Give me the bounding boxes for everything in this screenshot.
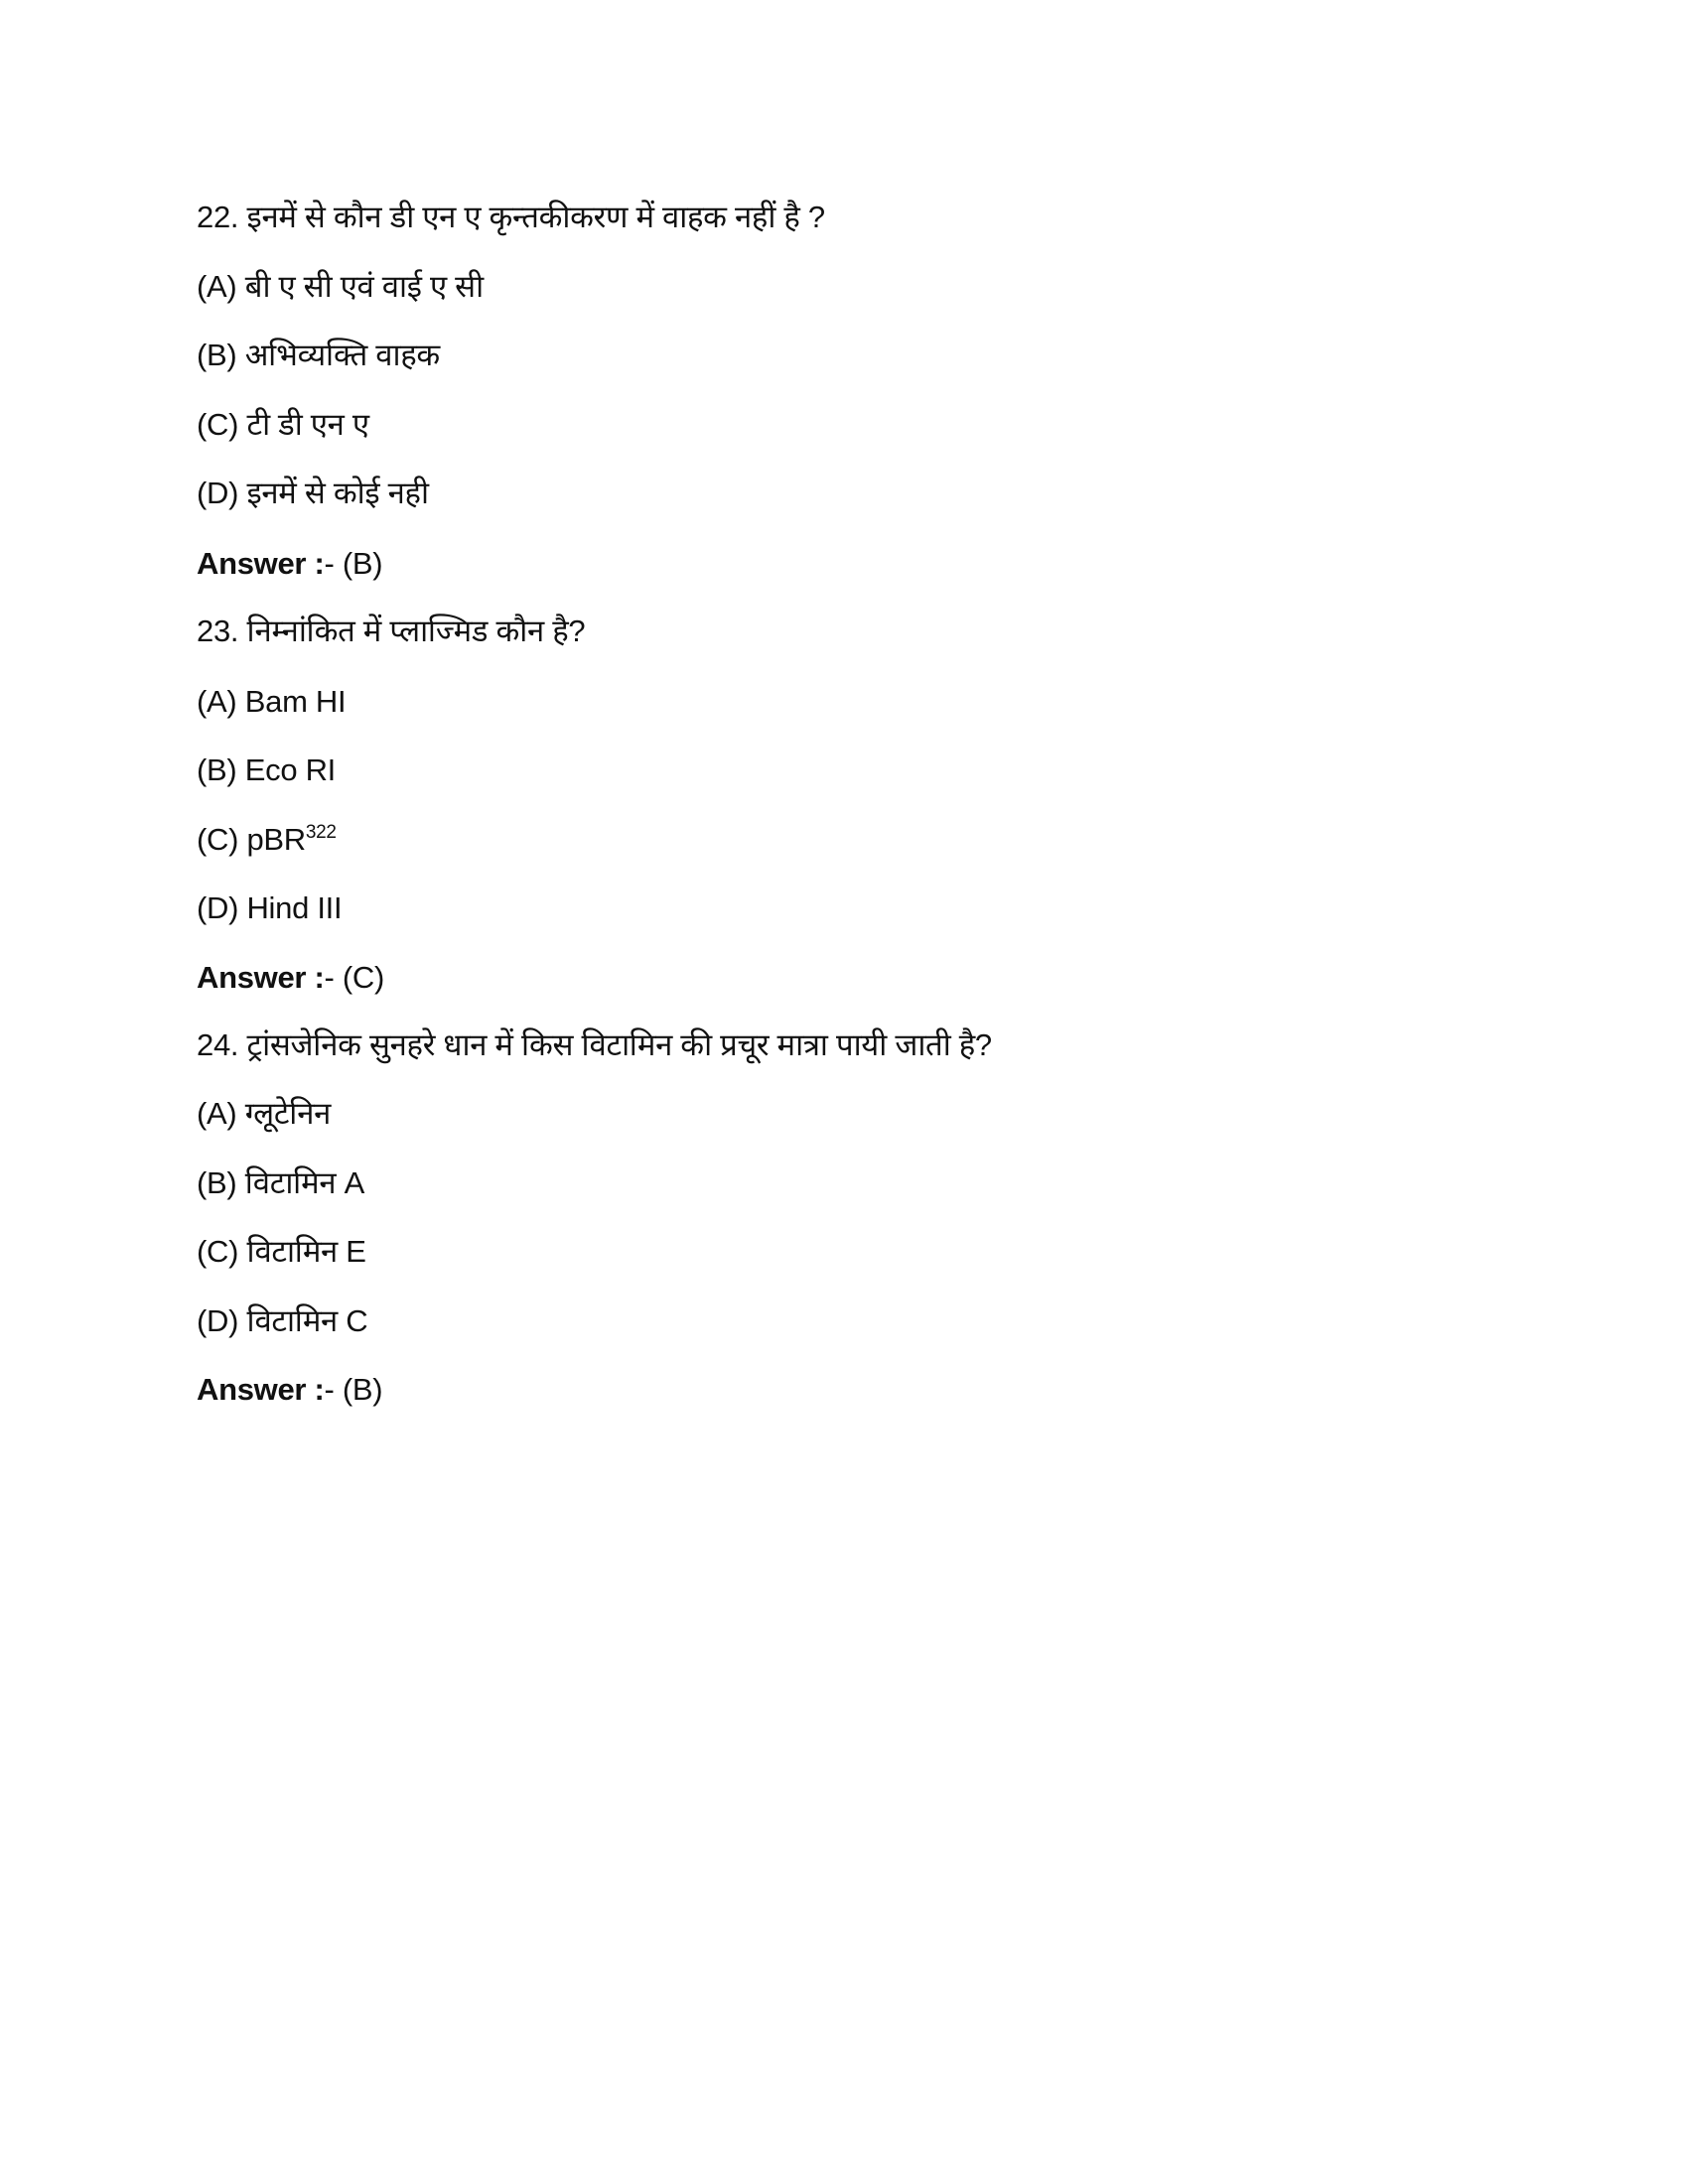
question-number: 22. xyxy=(197,200,239,234)
option-24-d xyxy=(197,1301,367,1341)
answer-value: - (C) xyxy=(324,960,385,995)
question-number: 23. xyxy=(197,614,239,648)
option-22-a xyxy=(197,267,484,307)
option-text: टी डी एन ए xyxy=(246,407,369,442)
question-number: 24. xyxy=(197,1027,239,1062)
option-text: विटामिन E xyxy=(246,1234,366,1269)
option-label: (B) xyxy=(197,752,237,787)
option-text: Hind III xyxy=(246,890,343,925)
option-23-c xyxy=(197,820,337,860)
option-23-a xyxy=(197,682,346,722)
answer-value: - (B) xyxy=(324,1372,383,1407)
question-22 xyxy=(197,198,825,237)
option-label: (A) xyxy=(197,684,237,719)
option-text: Eco RI xyxy=(244,752,336,787)
option-text: अभिव्यक्ति वाहक xyxy=(244,338,440,372)
option-label: (A) xyxy=(197,1096,237,1131)
option-label: (A) xyxy=(197,269,237,304)
option-label: (D) xyxy=(197,1303,239,1338)
option-22-b xyxy=(197,336,440,375)
question-text: निम्नांकित में प्लाज्मिड कौन है? xyxy=(246,614,586,648)
option-text: ग्लूटेनिन xyxy=(244,1096,332,1131)
answer-22 xyxy=(197,544,382,584)
option-24-c xyxy=(197,1232,366,1272)
option-23-b xyxy=(197,751,336,790)
option-22-d xyxy=(197,474,429,513)
option-label: (D) xyxy=(197,890,239,925)
option-text: विटामिन A xyxy=(244,1165,364,1200)
option-superscript: 322 xyxy=(305,822,337,843)
question-23 xyxy=(197,612,585,651)
option-text: इनमें से कोई नही xyxy=(246,476,429,510)
question-text: इनमें से कौन डी एन ए कृन्तकीकरण में वाहक नहीं है ? xyxy=(246,200,825,234)
option-24-a xyxy=(197,1094,331,1134)
answer-value: - (B) xyxy=(324,546,383,581)
option-label: (B) xyxy=(197,1165,237,1200)
option-label: (C) xyxy=(197,1234,239,1269)
option-label: (C) xyxy=(197,822,239,857)
option-label: (D) xyxy=(197,476,239,510)
question-text: ट्रांसजेनिक सुनहरे धान में किस विटामिन की प्रचूर मात्रा पायी जाती है? xyxy=(246,1027,992,1062)
option-text: Bam HI xyxy=(244,684,347,719)
answer-label: Answer : xyxy=(197,1372,325,1407)
option-text: विटामिन C xyxy=(246,1303,368,1338)
option-text: बी ए सी एवं वाई ए सी xyxy=(244,269,484,304)
answer-23 xyxy=(197,958,384,998)
option-label: (B) xyxy=(197,338,237,372)
option-22-c xyxy=(197,405,369,445)
answer-label: Answer : xyxy=(197,960,325,995)
question-24 xyxy=(197,1025,992,1065)
option-label: (C) xyxy=(197,407,239,442)
option-24-b xyxy=(197,1163,364,1203)
answer-24 xyxy=(197,1370,382,1410)
option-23-d xyxy=(197,888,342,928)
answer-label: Answer : xyxy=(197,546,325,581)
option-text: pBR xyxy=(246,822,306,857)
